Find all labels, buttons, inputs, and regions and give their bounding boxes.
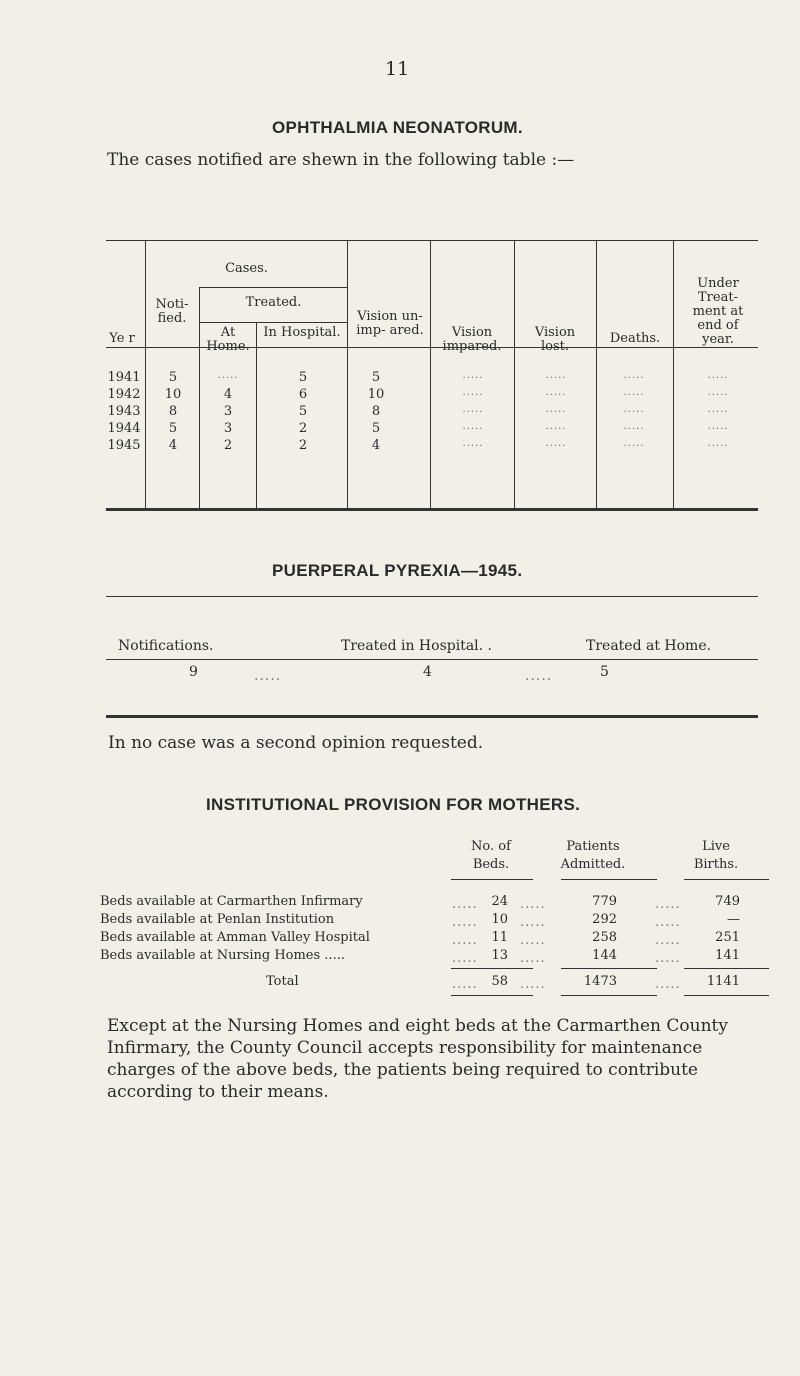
table-cell: ..... [545, 438, 567, 449]
table-cell: 5 [298, 404, 308, 419]
patients-cell: 144 [592, 948, 617, 963]
table-cell: ..... [462, 370, 484, 381]
table-cell: ..... [623, 370, 645, 381]
total-beds: 58 [491, 974, 508, 989]
table-cell: 3 [223, 421, 233, 436]
births-cell: 251 [715, 930, 740, 945]
table-cell: ..... [623, 421, 645, 432]
table-cell: 8 [371, 404, 381, 419]
ophthalmia-table [106, 240, 758, 511]
cases-header: Cases. [225, 261, 268, 276]
row-label: Beds available at Nursing Homes ..... [100, 948, 345, 963]
puerperal-title: PUERPERAL PYREXIA—1945. [272, 561, 523, 580]
table-cell: ..... [545, 370, 567, 381]
table-cell: 5 [168, 370, 178, 385]
table-cell: ..... [217, 370, 239, 381]
notifications-header: Notifications. [118, 638, 214, 654]
page-number: 11 [385, 58, 410, 80]
table-cell: 1944 [107, 421, 141, 436]
table-cell: 2 [298, 421, 308, 436]
table-cell: ..... [707, 370, 729, 381]
table-cell: ..... [623, 387, 645, 398]
table-cell: 4 [371, 438, 381, 453]
table-cell: ..... [707, 438, 729, 449]
table-cell: ..... [545, 387, 567, 398]
in-hospital-header: In Hospital. [263, 325, 341, 340]
table-cell: 5 [168, 421, 178, 436]
patients-cell: 292 [592, 912, 617, 927]
table-cell: 8 [168, 404, 178, 419]
home-value: 5 [600, 664, 609, 680]
table-cell: ..... [545, 421, 567, 432]
under-treatment-header: Under Treat- ment at end of year. [692, 276, 744, 347]
table-cell: ..... [707, 387, 729, 398]
table-cell: 10 [367, 387, 385, 402]
table-cell: 5 [371, 370, 381, 385]
vision-unimpaired-header: Vision un-imp- ared. [356, 309, 424, 338]
total-births: 1141 [706, 974, 740, 989]
closing-paragraph: Except at the Nursing Homes and eight beds at the Carmarthen County Infirmary, the County Council accepts responsibility for maintenance charges of the above beds, the patients being required to contribute according to their means. [107, 1016, 728, 1102]
table-cell: 1942 [107, 387, 141, 402]
second-opinion-note: In no case was a second opinion requested. [108, 733, 484, 753]
ophthalmia-title: OPHTHALMIA NEONATORUM. [272, 118, 523, 137]
vision-impared-header: Vision impared. [442, 325, 502, 354]
patients-cell: 779 [592, 894, 617, 909]
notified-header: Noti- fied. [155, 297, 189, 326]
table-cell: 10 [164, 387, 182, 402]
row-label: Beds available at Penlan Institution [100, 912, 335, 927]
hospital-value: 4 [423, 664, 432, 680]
births-cell: — [727, 912, 740, 927]
row-label: Beds available at Amman Valley Hospital [100, 930, 370, 945]
table-cell: ..... [462, 438, 484, 449]
table-cell: 1943 [107, 404, 141, 419]
table-cell: 1945 [107, 438, 141, 453]
beds-header: No. of Beds. [471, 839, 511, 872]
table-cell: ..... [462, 387, 484, 398]
hospital-header: Treated in Hospital. . [341, 638, 492, 654]
table-cell: ..... [707, 404, 729, 415]
table-cell: 2 [223, 438, 233, 453]
table-cell: ..... [623, 404, 645, 415]
patients-header: Patients Admitted. [560, 839, 626, 872]
table-cell: 5 [371, 421, 381, 436]
treated-header: Treated. [245, 295, 302, 310]
table-cell: 1941 [107, 370, 141, 385]
table-cell: ..... [462, 421, 484, 432]
beds-cell: 11 [491, 930, 508, 945]
patients-cell: 258 [592, 930, 617, 945]
at-home-header: At Home. [206, 325, 250, 354]
home-header: Treated at Home. [586, 638, 712, 654]
ophthalmia-intro: The cases notified are shewn in the following table :— [107, 150, 575, 170]
total-patients: 1473 [583, 974, 617, 989]
notifications-value: 9 [189, 664, 198, 680]
beds-cell: 13 [491, 948, 508, 963]
deaths-header: Deaths. [609, 331, 661, 346]
table-cell: ..... [623, 438, 645, 449]
births-header: Live Births. [693, 839, 739, 872]
total-label: Total [266, 974, 299, 989]
institutional-title: INSTITUTIONAL PROVISION FOR MOTHERS. [206, 795, 581, 814]
table-cell: 4 [168, 438, 178, 453]
table-cell: 2 [298, 438, 308, 453]
table-cell: 3 [223, 404, 233, 419]
puerperal-table: Notifications. Treated in Hospital. . Treated at Home. 9 ..... 4 ..... 5 [106, 596, 758, 720]
year-header: Ye r [109, 331, 135, 346]
beds-cell: 10 [491, 912, 508, 927]
institutional-table: No. of Beds. Patients Admitted. Live Births. Beds available at Carmarthen Infirmary ..... 24 ..... 779 ..... 749 Beds available at Penlan Institution ..... 10 ..... 292 ..... — Beds available at Amman Valley Hospital ..... 11 ..... 258 ..... 251 Beds available at Nursing Homes ..... ..... 13 ..... 144 ..... 141 Total ..... 58 ..... 1473 ..... 1141 [100, 830, 770, 990]
vision-lost-header: Vision lost. [534, 325, 576, 354]
table-cell: ..... [462, 404, 484, 415]
table-cell: 6 [298, 387, 308, 402]
table-cell: ..... [545, 404, 567, 415]
table-cell: 4 [223, 387, 233, 402]
row-label: Beds available at Carmarthen Infirmary [100, 894, 363, 909]
births-cell: 749 [715, 894, 740, 909]
births-cell: 141 [715, 948, 740, 963]
table-cell: 5 [298, 370, 308, 385]
beds-cell: 24 [491, 894, 508, 909]
table-cell: ..... [707, 421, 729, 432]
